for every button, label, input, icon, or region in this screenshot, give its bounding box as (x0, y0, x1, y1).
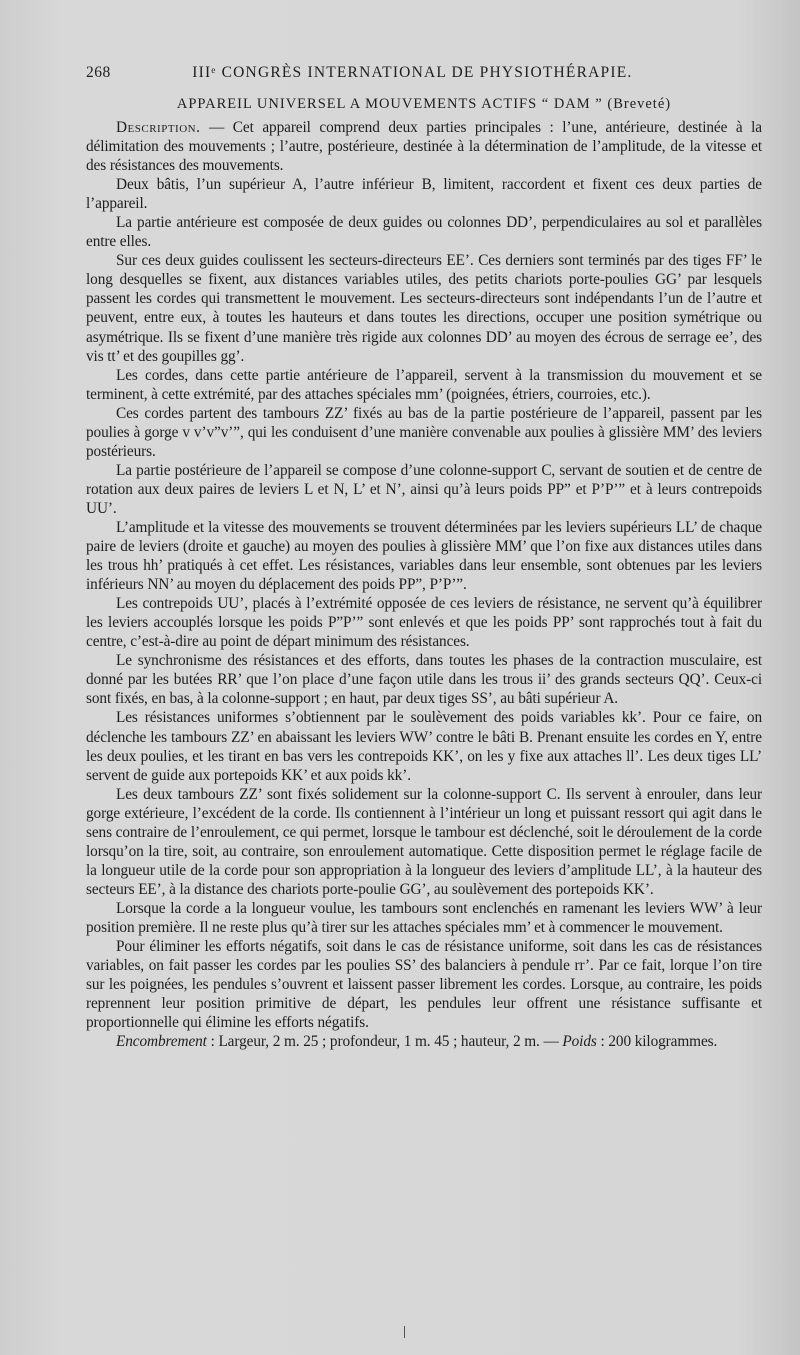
encombrement-label: Encombrement (116, 1033, 207, 1051)
paragraph: Lorsque la corde a la longueur voulue, les tambours sont enclenchés en ramenant les leviers WW’ à leur position première. Il ne reste plus qu’à tirer sur les attaches spéciales mm’ et à commencer le mouvement. (86, 899, 762, 936)
poids-text: : 200 kilogrammes. (596, 1033, 718, 1051)
running-header (86, 64, 762, 82)
paragraph: Deux bâtis, l’un supérieur A, l’autre inférieur B, limitent, raccordent et fixent ces deux parties de l’appareil. (86, 176, 762, 213)
paragraph: Les résistances uniformes s’obtiennent par le soulèvement des poids variables kk’. Pour ce faire, on déclenche les tambours ZZ’ en abaissant les leviers WW’ contre le bâti B. Prenant ensuite les cordes en Y, entre les deux poulies, et les tirant en bas vers les contrepoids KK’, on les y fixe aux attaches ll’. Les deux tiges LL’ servent de guide aux portepoids KK’ et aux poids kk’. (86, 709, 762, 784)
paragraph: Le synchronisme des résistances et des efforts, dans toutes les phases de la contraction musculaire, est donné par les butées RR’ que l’on place d’une façon utile dans les trous ii’ des grands secteurs QQ’. Ceux-ci sont fixés, en bas, à la colonne-support ; en haut, par deux tiges SS’, au bâti supérieur A. (86, 652, 762, 708)
paragraph: L’amplitude et la vitesse des mouvements se trouvent déterminées par les leviers supérieurs LL’ de chaque paire de leviers (droite et gauche) au moyen des poulies à glissière MM’ que l’on fixe aux distances utiles dans les trous hh’ pratiqués à cet effet. Les résistances, variables dans leur ensemble, sont obtenues par les leviers inférieurs NN’ au moyen du déplacement des poids PP”, P’P’”. (86, 518, 762, 594)
paragraph: La partie postérieure de l’appareil se compose d’une colonne-support C, servant de soutien et de centre de rotation aux deux paires de leviers L et N, L’ et N’, ainsi qu’à leurs poids PP” et P’P’” et à leurs contrepoids UU’. (86, 461, 762, 517)
poids-label: Poids (562, 1033, 597, 1051)
article-body (86, 118, 762, 1051)
paragraph-final (86, 1032, 762, 1051)
paragraph: Les cordes, dans cette partie antérieure de l’appareil, servent à la transmission du mouvement et se terminent, à cette extrémité, par des attaches spéciales mm’ (poignées, étriers, courroies, etc.). (86, 366, 762, 403)
page-number: 268 (86, 64, 111, 81)
description-label: Description. (116, 119, 201, 136)
page-mark (404, 1326, 405, 1338)
paragraph: La partie antérieure est composée de deux guides ou colonnes DD’, perpendiculaires au sol et parallèles entre elles. (86, 214, 762, 251)
encombrement-text: : Largeur, 2 m. 25 ; profondeur, 1 m. 45 ; hauteur, 2 m. — (206, 1033, 563, 1051)
paragraph: Les deux tambours ZZ’ sont fixés solidement sur la colonne-support C. Ils servent à enrouler, dans leur gorge extérieure, l’excédent de la corde. Ils contiennent à l’intérieur un long et puissant ressort qui agit dans le sens contraire de l’enroulement, ce qui permet, lorsque le tambour est déclenché, soit le déroulement de la corde lorsqu’on la tire, soit, au contraire, son enroulement automatique. Cette disposition permet le réglage facile de la longueur utile de la corde pour son appropriation à la longueur des leviers d’amplitude LL’, à la hauteur des secteurs EE’, à la distance des chariots porte-poulie GG’, au soulèvement des portepoids KK’. (86, 785, 762, 898)
paragraph: Ces cordes partent des tambours ZZ’ fixés au bas de la partie postérieure de l’appareil, passent par les poulies à gorge v v’v”v’”, qui les conduisent d’une manière convenable aux poulies à glissière MM’ des leviers postérieurs. (86, 404, 762, 460)
running-title: IIIᵉ CONGRÈS INTERNATIONAL DE PHYSIOTHÉRAPIE. (192, 64, 633, 81)
article-title: APPAREIL UNIVERSEL A MOUVEMENTS ACTIFS “ DAM ” (Breveté) (176, 96, 672, 112)
paragraph: Sur ces deux guides coulissent les secteurs-directeurs EE’. Ces derniers sont terminés par des tiges FF’ le long desquelles se fixent, aux distances variables utiles, des petits chariots porte-poulies GG’ par lesquels passent les cordes qui transmettent le mouvement. Les secteurs-directeurs sont indépendants l’un de l’autre et peuvent, entre eux, à toutes les hauteurs et dans toutes les directions, occuper une position symétrique ou asymétrique. Ils se fixent d’une manière très rigide aux colonnes DD’ au moyen des écrous de serrage ee’, des vis tt’ et des goupilles gg’. (86, 252, 762, 365)
paragraph-text: — Cet appareil comprend deux parties principales : l’une, antérieure, destinée à la délimitation des mouvements ; l’autre, postérieure, destinée à la détermination de l’amplitude, de la vitesse et des résistances des mouvements. (86, 119, 762, 175)
paragraph-description (86, 118, 762, 175)
paragraph: Pour éliminer les efforts négatifs, soit dans le cas de résistance uniforme, soit dans les cas de résistances variables, on fait passer les cordes par les poulies SS’ des balanciers à pendule rr’. Par ce fait, lorque l’on tire sur les poignées, les pendules s’ouvrent et laissent passer librement les cordes. Lorsque, au contraire, les poids reprennent leur position primitive de départ, les pendules leur offrent une résistance suffisante et proportionnelle qui élimine les efforts négatifs. (86, 938, 762, 1032)
paragraph: Les contrepoids UU’, placés à l’extrémité opposée de ces leviers de résistance, ne servent qu’à équilibrer les leviers accouplés lorsque les poids P”P’” sont enlevés et que les poids PP’ sont rapprochés tout à fait du centre, c’est-à-dire au point de départ minimum des résistances. (86, 595, 762, 651)
